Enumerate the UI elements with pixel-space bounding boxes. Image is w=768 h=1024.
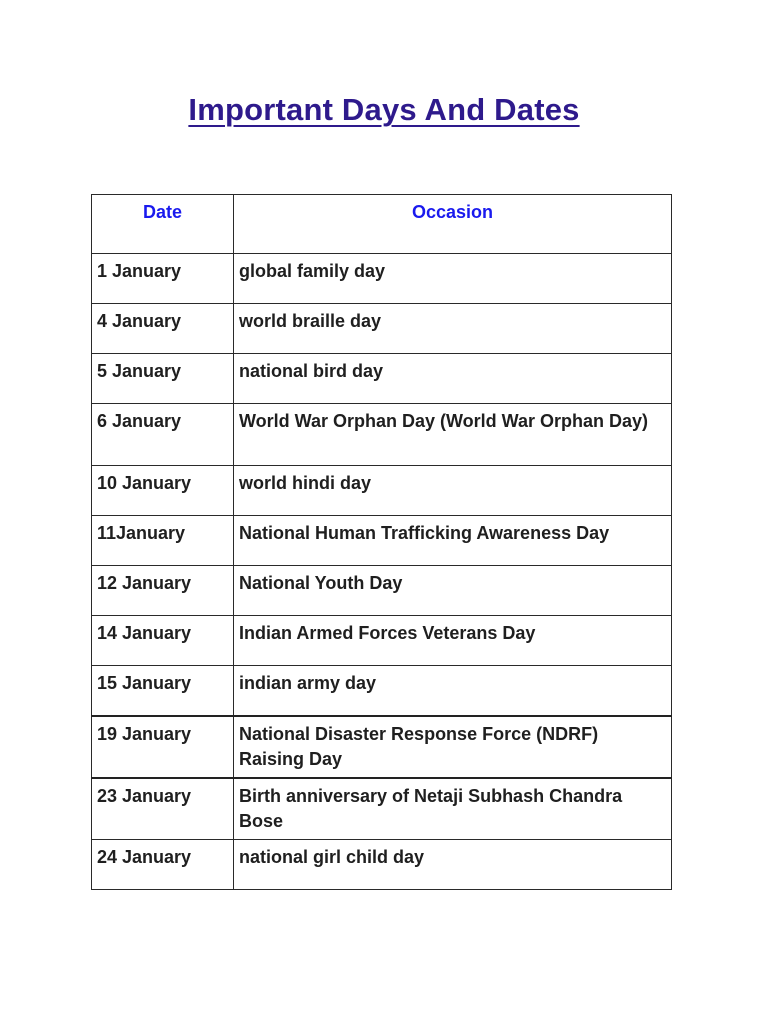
table-row (92, 466, 672, 516)
occasion-cell: world braille day (234, 304, 672, 354)
date-column-header: Date (92, 195, 234, 254)
table-row (92, 666, 672, 716)
date-cell: 15 January (92, 666, 234, 716)
date-cell: 11January (92, 516, 234, 566)
occasion-cell: national girl child day (234, 840, 672, 890)
occasion-cell: World War Orphan Day (World War Orphan Day) (234, 404, 672, 466)
occasion-cell: national bird day (234, 354, 672, 404)
occasion-column-header: Occasion (234, 195, 672, 254)
date-cell: 4 January (92, 304, 234, 354)
date-cell: 10 January (92, 466, 234, 516)
date-cell: 23 January (92, 778, 234, 840)
occasion-cell: world hindi day (234, 466, 672, 516)
page-title: Important Days And Dates (188, 92, 580, 127)
occasion-cell: indian army day (234, 666, 672, 716)
table-header-row (92, 195, 672, 254)
table-row (92, 516, 672, 566)
table-row (92, 616, 672, 666)
occasion-cell: global family day (234, 254, 672, 304)
date-cell: 19 January (92, 716, 234, 778)
date-cell: 6 January (92, 404, 234, 466)
table-row (92, 304, 672, 354)
table-row (92, 840, 672, 890)
occasion-cell: National Disaster Response Force (NDRF) Raising Day (234, 716, 672, 778)
date-cell: 24 January (92, 840, 234, 890)
table-row (92, 254, 672, 304)
important-days-table (91, 194, 672, 890)
date-cell: 12 January (92, 566, 234, 616)
table-row (92, 716, 672, 778)
occasion-cell: National Human Trafficking Awareness Day (234, 516, 672, 566)
table-row (92, 566, 672, 616)
table-row (92, 404, 672, 466)
date-cell: 14 January (92, 616, 234, 666)
date-cell: 5 January (92, 354, 234, 404)
table-row (92, 778, 672, 840)
occasion-cell: Birth anniversary of Netaji Subhash Chandra Bose (234, 778, 672, 840)
occasion-cell: Indian Armed Forces Veterans Day (234, 616, 672, 666)
table-row (92, 354, 672, 404)
date-cell: 1 January (92, 254, 234, 304)
occasion-cell: National Youth Day (234, 566, 672, 616)
